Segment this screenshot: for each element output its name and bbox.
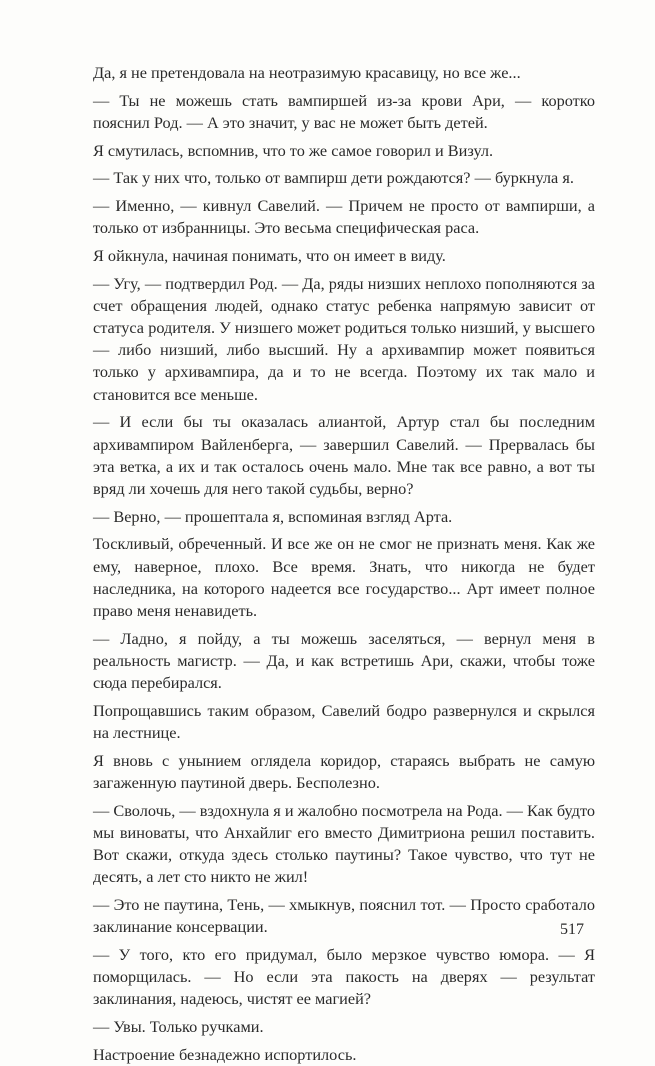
paragraph: — Сволочь, — вздохнула я и жалобно посмотрела на Рода. — Как будто мы виноваты, что Анхайлиг его вместо Димитриона решил поставить. Вот скажи, откуда здесь столько паутины? Такое чувство, что тут не десять, а лет сто никто не жил! xyxy=(93,800,595,887)
paragraph: — Именно, — кивнул Савелий. — Причем не просто от вампирши, а только от избранницы. Это весьма специфическая раса. xyxy=(93,196,595,238)
paragraph: — Ладно, я пойду, а ты можешь заселяться, — вернул меня в реальность магистр. — Да, и как встретишь Ари, скажи, чтобы тоже сюда перебирался. xyxy=(93,628,595,693)
paragraph: Я смутилась, вспомнив, что то же самое говорил и Визул. xyxy=(93,140,494,160)
paragraph: Тоскливый, обреченный. И все же он не смог не признать меня. Как же ему, наверное, плохо. Все время. Знать, что никогда не будет наследника, на которого надеется все государство... Арт имеет полное право меня ненавидеть. xyxy=(93,534,595,620)
paragraph: — Ты не можешь стать вампиршей из-за крови Ари, — коротко пояснил Род. — А это значит, у вас не может быть детей. xyxy=(93,90,595,132)
paragraph: — Верно, — прошептала я, вспоминая взгляд Арта. xyxy=(93,506,453,526)
paragraph: — Так у них что, только от вампирш дети рождаются? — буркнула я. xyxy=(93,168,574,188)
paragraph: — У того, кто его придумал, было мерзкое чувство юмора. — Я поморщилась. — Но если эта пакость на дверях — результат заклинания, надеюсь, чистят ее магией? xyxy=(93,944,595,1009)
paragraph: Я ойкнула, начиная понимать, что он имеет в виду. xyxy=(93,245,446,265)
paragraph: Настроение безнадежно испортилось. xyxy=(93,1044,357,1064)
paragraph: Да, я не претендовала на неотразимую красавицу, но все же... xyxy=(93,63,521,82)
paragraph: — Увы. Только ручками. xyxy=(93,1016,264,1036)
paragraph: — Угу, — подтвердил Род. — Да, ряды низших неплохо пополняются за счет обращения людей, однако статус ребенка напрямую зависит от статуса родителя. У низшего может родиться только низший, у высшего — либо низший, либо высший. Ну а архивампир может появиться только у архивампира, да и то не всегда. Поэтому их так мало и становится все меньше. xyxy=(93,273,595,404)
paragraph: Я вновь с унынием оглядела коридор, стараясь выбрать не самую загаженную паутиной дверь. Бесполезно. xyxy=(93,750,595,792)
paragraph: Попрощавшись таким образом, Савелий бодро развернулся и скрылся на лестнице. xyxy=(93,700,595,742)
paragraph: — Это не паутина, Тень, — хмыкнув, пояснил тот. — Просто сработало заклинание консервации. xyxy=(93,894,595,937)
paragraph: — И если бы ты оказалась алиантой, Артур стал бы последним архивампиром Вайленберга, — завершил Савелий. — Прервалась бы эта ветка, а их и так осталось очень мало. Мне так все равно, а вот ты вряд ли хочешь для него такой судьбы, верно? xyxy=(93,412,595,498)
body-text xyxy=(93,62,595,1066)
page-number: 517 xyxy=(560,921,584,938)
